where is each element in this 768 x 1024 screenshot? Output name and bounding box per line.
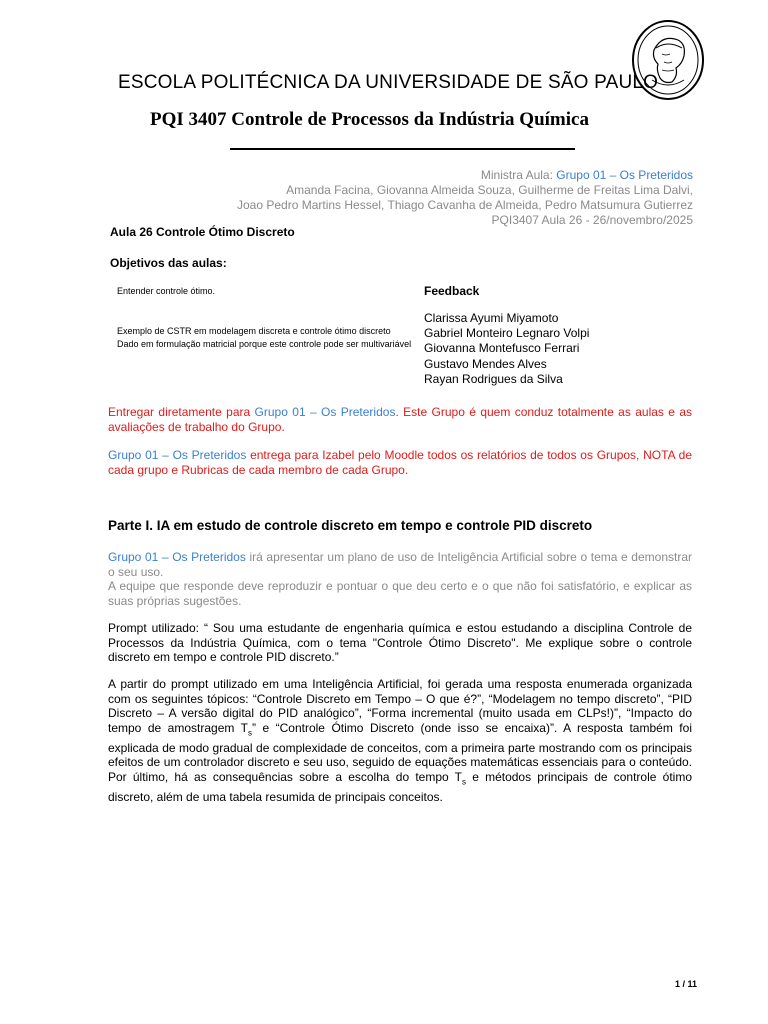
ministra-prefix: Ministra Aula: [480,168,557,182]
ministra-group: Grupo 01 – Os Preteridos [556,168,693,182]
answer-subscript: s [247,728,252,738]
answer-part-a: A partir do prompt utilizado em uma Inteligência Artificial, foi gerada uma resposta enumerada organizada com os seguintes tópicos: “Controle Discreto em Tempo – O que é?”, “Modelagem no tempo discreto”, “PID Discreto – A versão digital do PID analógico”, “Forma incremental (muito usada em CLPs!)”, “Impacto do tempo de amostragem T [108,677,692,735]
delivery-notice-b: . Este Grupo é quem conduz totalmente as aulas e as avaliações de trabalho do Grupo. [108,405,693,434]
feedback-name: Giovanna Montefusco Ferrari [424,341,580,356]
feedback-list [424,311,589,387]
part1-intro-group: Grupo 01 – Os Preteridos [108,550,246,564]
feedback-name: Gustavo Mendes Alves [424,356,547,371]
course-title: PQI 3407 Controle de Processos da Indústria Química [150,109,589,130]
objective-2-line-2: Dado em formulação matricial porque este controle pode ser multivariável [117,339,412,349]
objective-2-line-1: Exemplo de CSTR em modelagem discreta e controle ótimo discreto [117,326,391,336]
lesson-title: Aula 26 Controle Ótimo Discreto [110,225,295,239]
moodle-notice-b: entrega para Izabel pelo Moodle todos os relatórios de todos os Grupos, NOTA de cada grupo e Rubricas de cada membro de cada Grupo. [108,448,692,477]
feedback-title: Feedback [424,284,480,298]
moodle-notice [108,448,692,477]
school-name: ESCOLA POLITÉCNICA DA UNIVERSIDADE DE SÃO PAULO [118,72,659,93]
prompt-paragraph: Prompt utilizado: “ Sou uma estudante de engenharia química e estou estudando a disciplina Controle de Processos da Indústria Química, com o tema "Controle Ótimo Discreto". Me explique sobre o controle discreto em tempo e controle PID discreto.” [108,621,692,665]
ministra-line [237,168,693,183]
members-line-1: Amanda Facina, Giovanna Almeida Souza, Guilherme de Freitas Lima Dalvi, [286,183,693,197]
class-metadata [237,168,693,228]
answer-part-b: ” e “Controle Ótimo Discreto (onde isso se encaixa)”. A resposta também foi explicada de modo gradual de complexidade de conceitos, com a primeira parte mostrando com os principais efeitos de um controlador discreto e seu uso, seguido de equações matemáticas essenciais para o conteúdo. Por último, há as consequências sobre a escolha do tempo T [108,720,692,784]
part1-intro [108,550,692,579]
team-note: A equipe que responde deve reproduzir e pontuar o que deu certo e o que não foi satisfatório, e explicar as suas próprias sugestões. [108,579,692,608]
answer-part-c: e métodos principais de controle ótimo discreto, além de uma tabela resumida de principais conceitos. [108,769,692,804]
title-underline [230,148,575,150]
feedback-name: Rayan Rodrigues da Silva [424,371,563,386]
moodle-notice-group: Grupo 01 – Os Preteridos [108,448,247,462]
part1-title: Parte I. IA em estudo de controle discreto em tempo e controle PID discreto [108,518,593,533]
feedback-name: Gabriel Monteiro Legnaro Volpi [424,326,590,341]
delivery-notice-group: Grupo 01 – Os Preteridos [254,405,396,419]
part1-intro-rest: irá apresentar um plano de uso de Inteligência Artificial sobre o tema e demonstrar o seu uso. [108,550,693,579]
answer-subscript: s [462,777,466,787]
delivery-notice-a: Entregar diretamente para [108,405,255,419]
objective-1: Entender controle ótimo. [117,286,216,296]
members-line-2: Joao Pedro Martins Hessel, Thiago Cavanha de Almeida, Pedro Matsumura Gutierrez [236,198,693,212]
objectives-heading: Objetivos das aulas: [110,256,227,270]
feedback-name: Clarissa Ayumi Miyamoto [424,311,559,325]
delivery-notice [108,405,692,434]
class-date-line: PQI3407 Aula 26 - 26/novembro/2025 [491,213,693,227]
page-number: 1 / 11 [675,979,698,989]
answer-paragraph [108,677,692,805]
